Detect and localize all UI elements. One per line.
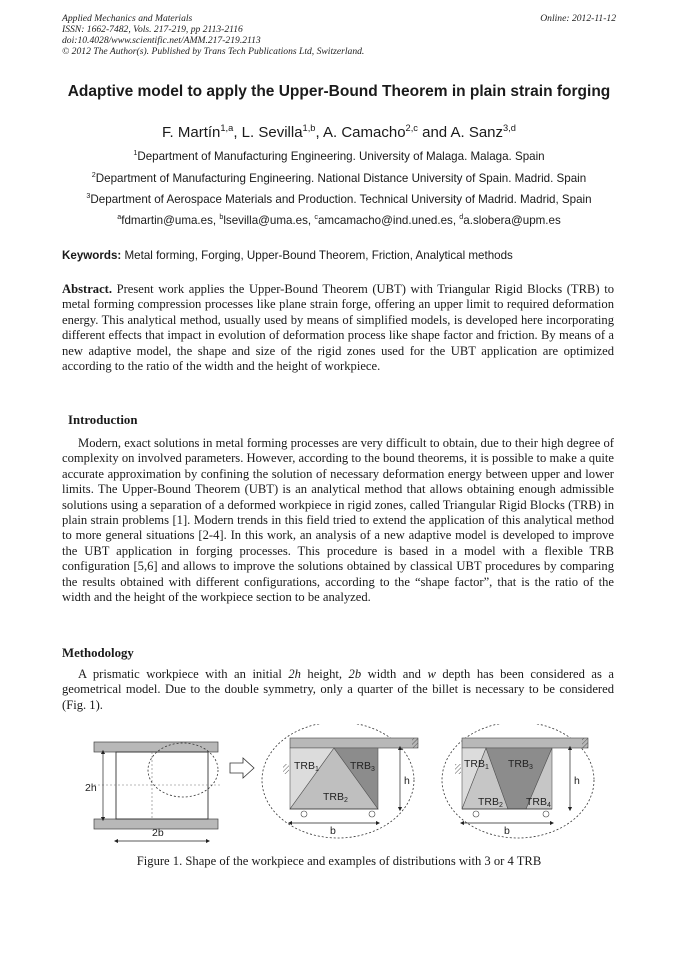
affiliation-num: 1 xyxy=(133,148,138,158)
trb-3-diagram xyxy=(262,724,418,838)
label-2b: 2b xyxy=(152,827,164,839)
figure-1 xyxy=(80,724,600,846)
author-name: F. Martín xyxy=(162,124,221,141)
email-list xyxy=(62,214,616,228)
upper-die xyxy=(290,738,418,748)
methodology-heading: Methodology xyxy=(62,646,134,660)
journal-doi: doi:10.4028/www.scientific.net/AMM.217-219.2113 xyxy=(62,35,261,46)
trb-2-label: TRB2 xyxy=(478,796,503,809)
methodology-text-part: height, xyxy=(300,667,349,681)
email-sup: c xyxy=(314,212,318,222)
paper-title: Adaptive model to apply the Upper-Bound Theorem in plain strain forging xyxy=(67,83,611,100)
author-sep: , xyxy=(315,124,323,141)
journal-issn: ISSN: 1662-7482, Vols. 217-219, pp 2113-2116 xyxy=(62,24,243,35)
variable-w: w xyxy=(427,667,436,681)
die-friction-hatch xyxy=(582,738,588,748)
methodology-text-part: A prismatic workpiece with an initial xyxy=(78,667,289,681)
methodology-text xyxy=(62,667,614,713)
label-h: h xyxy=(404,775,410,787)
author-sep: , xyxy=(233,124,242,141)
trb-3-label: TRB3 xyxy=(350,760,375,773)
upper-die xyxy=(94,742,218,752)
introduction-heading: Introduction xyxy=(68,413,138,427)
author-sup: 1,a xyxy=(220,123,234,133)
figure-caption: Figure 1. Shape of the workpiece and examples of distributions with 3 or 4 TRB xyxy=(136,854,542,868)
die-friction-hatch xyxy=(412,738,418,748)
variable-2b: 2b xyxy=(348,667,362,681)
email[interactable]: a.slobera@upm.es xyxy=(463,214,561,227)
journal-copyright: © 2012 The Author(s). Published by Trans Tech Publications Ltd, Switzerland. xyxy=(62,46,365,57)
zoom-arrow-icon xyxy=(230,758,254,778)
workpiece-diagram xyxy=(85,742,220,841)
email[interactable]: amcamacho@ind.uned.es, xyxy=(317,214,460,227)
affiliation-text: Department of Manufacturing Engineering. National Distance University of Spain. Madrid. Spain xyxy=(95,172,587,185)
email-sup: d xyxy=(459,212,464,222)
author-sep: and xyxy=(417,124,451,141)
methodology-text-part: depth has been considered as a geometrical model. Due to the double symmetry, only a quarter of the billet is necessary to be considered (Fig. 1). xyxy=(62,667,614,712)
label-b: b xyxy=(330,825,336,837)
affiliation-2 xyxy=(62,172,616,186)
email[interactable]: fdmartin@uma.es, xyxy=(121,214,220,227)
affiliation-3 xyxy=(62,193,616,207)
keywords xyxy=(62,249,616,263)
introduction-text: Modern, exact solutions in metal forming processes are very difficult to obtain, due to their high degree of complexity on involved parameters. However, according to the bound theorems, it is possible to make a quite accurate approximation by confining the solution of necessary deformation energy between upper and lower limits. The Upper-Bound Theorem (UBT) is an analytical method that allows obtaining enough admissible solutions using a separation of a deformed workpiece in rigid zones, called Triangular Rigid Blocks (TRB) in plain strain problems [1]. Modern trends in this field tried to extend the application of this analytical method to more general situations [2-4]. In this work, an analysis of a new adaptive model is developed to improve the UBT application in forging processes. This procedure is based in a model with a flexible TRB configuration [5,6] and allows to improve the solutions obtained by classical UBT procedures by comparing the results obtained with different configurations, according to the “shape factor”, that is the ratio of the width and the height of the workpiece section to be analyzed. xyxy=(62,436,614,605)
journal-header xyxy=(62,13,616,57)
abstract-text: Present work applies the Upper-Bound Theorem (UBT) with Triangular Rigid Blocks (TRB) to metal forming compression processes like plane strain forge, offering an upper limit to required deformation energy. This analytical method, usually used by means of simplified models, is developed here incorporating different effects that impact in evolution of deformation process like shape factor and friction. By means of a new adaptive model, the shape and size of the rigid zones used for the UBT application are optimized according to the ratio of the width and the height of workpiece. xyxy=(62,282,614,374)
label-b: b xyxy=(504,825,510,837)
affiliation-num: 3 xyxy=(86,191,91,201)
roller-support-icon xyxy=(543,811,549,817)
trb-1-label: TRB1 xyxy=(294,760,319,773)
affiliation-text: Department of Aerospace Materials and Production. Technical University of Madrid. Madrid, Spain xyxy=(90,193,592,206)
trb-3-label: TRB3 xyxy=(508,758,533,771)
abstract xyxy=(62,282,614,374)
roller-support-icon xyxy=(473,811,479,817)
variable-2h: 2h xyxy=(288,667,301,681)
abstract-label: Abstract. xyxy=(62,282,113,296)
author-list xyxy=(62,124,616,142)
author-name: A. Sanz xyxy=(450,124,504,141)
side-friction-hatch xyxy=(455,764,461,774)
email[interactable]: lsevilla@uma.es, xyxy=(223,214,315,227)
trb-4-label: TRB4 xyxy=(526,796,551,809)
author-sup: 3,d xyxy=(503,123,516,133)
methodology-text-part: width and xyxy=(361,667,428,681)
trb-1-label: TRB1 xyxy=(464,758,489,771)
label-h: h xyxy=(574,775,580,787)
trb-2-label: TRB2 xyxy=(323,791,348,804)
upper-die xyxy=(462,738,588,748)
affiliation-num: 2 xyxy=(91,170,96,180)
trb-4-diagram xyxy=(442,724,594,838)
email-sup: b xyxy=(219,212,224,222)
journal-name: Applied Mechanics and Materials xyxy=(62,13,193,24)
email-sup: a xyxy=(117,212,122,222)
keywords-label: Keywords: xyxy=(62,249,122,262)
billet xyxy=(116,752,208,819)
label-2h: 2h xyxy=(85,782,97,794)
affiliation-1 xyxy=(62,150,616,164)
roller-support-icon xyxy=(301,811,307,817)
keywords-text: Metal forming, Forging, Upper-Bound Theorem, Friction, Analytical methods xyxy=(121,249,513,262)
roller-support-icon xyxy=(369,811,375,817)
online-date: Online: 2012-11-12 xyxy=(540,13,616,24)
affiliation-text: Department of Manufacturing Engineering. University of Malaga. Malaga. Spain xyxy=(137,150,545,163)
side-friction-hatch xyxy=(283,764,289,774)
author-name: L. Sevilla xyxy=(241,124,303,141)
author-name: A. Camacho xyxy=(323,124,406,141)
author-sup: 1,b xyxy=(302,123,316,133)
author-sup: 2,c xyxy=(405,123,418,133)
